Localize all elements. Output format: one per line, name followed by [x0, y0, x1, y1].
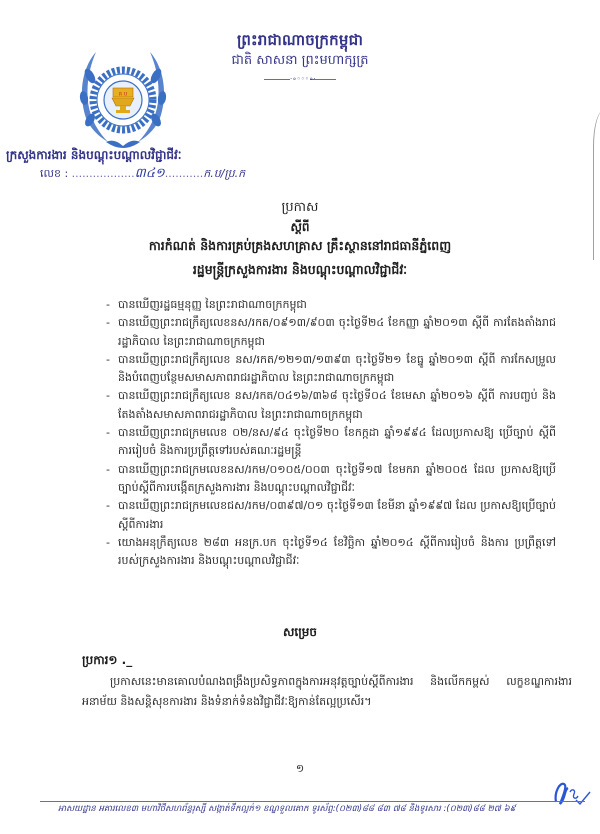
article-1-body: ប្រកាសនេះមានគោលបំណងពង្រឹងប្រសិទ្ធភាពក្នុងការអនុវត្តច្បាប់ស្តីពីការងារ និងលើកកម្ពស់ លក្ខខណ្ឌការងារ អនាម័យ និងសន្តិសុខការងារ និងទំនាក់ទំនងវិជ្ជាជីវៈឱ្យកាន់តែល្អប្រសើរ។: [82, 675, 572, 708]
ornament-divider: [264, 76, 336, 82]
document-titles: [60, 198, 540, 280]
document-subject: ការកំណត់ និងការគ្រប់គ្រងសហគ្រាស គ្រឹះស្ថាននៅរាជធានីភ្នំពេញ: [148, 238, 452, 253]
reference-number: [40, 165, 245, 184]
kingdom-header: [190, 30, 410, 82]
document-type: ប្រកាស: [281, 200, 319, 215]
preamble-item: - បានឃើញព្រះរាជក្រឹត្យលេខ នស/រកត/១២១៣/១៣៩៣ ចុះថ្ងៃទី២១ ខែធ្នូ ឆ្នាំ២០១៣ ស្តីពី ការកែសម្រួល និងបំពេញបន្ថែមសមាសភាពរាជរដ្ឋាភិបាល នៃព្រះរាជាណាចក្រកម្ពុជា: [106, 351, 556, 388]
national-motto: ជាតិ សាសនា ព្រះមហាក្សត្រ: [231, 53, 369, 68]
reference-suffix: ក.ប/ប្រ.ក: [203, 167, 246, 180]
reference-handwritten-number: ៣៤១: [134, 166, 165, 181]
preamble-item: - យោងអនុក្រឹត្យលេខ ២៨៣ អនក្រ.បក ចុះថ្ងៃទី១៤ ខែវិច្ឆិកា ឆ្នាំ២០១៤ ស្តីពីការរៀបចំ និងការ ប្រព្រឹត្តទៅរបស់ក្រសួងការងារ និងបណ្តុះបណ្តាលវិជ្ជាជីវៈ: [106, 534, 556, 571]
reference-dots: ...........: [164, 167, 204, 180]
preamble-list: [106, 296, 556, 570]
preamble-item: - បានឃើញរដ្ឋធម្មនុញ្ញ នៃព្រះរាជាណាចក្រកម្ពុជា: [106, 296, 556, 314]
ministry-name: ក្រសួងការងារ និងបណ្តុះបណ្តាលវិជ្ជាជីវៈ: [6, 148, 182, 162]
ministry-emblem-icon: [76, 46, 170, 154]
preamble-item: - បានឃើញព្រះរាជក្រឹត្យលេខ នស/រកត/០៤១៦/៣៦៨ ចុះថ្ងៃទី០៤ ខែមេសា ឆ្នាំ២០១៦ ស្តីពី ការបញ្ចប់ និងតែងតាំងសមាសភាពរាជរដ្ឋាភិបាល នៃព្រះរាជាណាចក្រកម្ពុជា: [106, 387, 556, 424]
footer-divider: [40, 801, 585, 802]
preamble-item: - បានឃើញព្រះរាជក្រឹត្យលេខនស/រកត/០៩១៣/៩០៣ ចុះថ្ងៃទី២៤ ខែកញ្ញា ឆ្នាំ២០១៣ ស្តីពី ការតែងតាំងរាជរដ្ឋាភិបាល នៃព្រះរាជាណាចក្រកម្ពុជា: [106, 314, 556, 351]
reference-label: លេខ :: [40, 167, 69, 180]
ornament-glyph: ·∘◦◦◦∘·: [290, 75, 316, 83]
page-edge-line: [593, 110, 600, 260]
reference-dots: ..................: [71, 167, 135, 180]
article-1-heading: ប្រការ១ ._: [82, 653, 133, 667]
kingdom-name: ព្រះរាជាណាចក្រកម្ពុជា: [236, 31, 364, 49]
preamble-item: - បានឃើញព្រះរាជក្រមលេខជស/រកម/០៣៩៧/០១ ចុះថ្ងៃទី១៣ ខែមីនា ឆ្នាំ១៩៩៧ ដែល ប្រកាសឱ្យប្រើច្បាប់ស្តីពីការងារ: [106, 497, 556, 534]
preamble-item: - បានឃើញព្រះរាជក្រមលេខនស/រកម/០១០៥/០០៣ ចុះថ្ងៃទី១៧ ខែមករា ឆ្នាំ២០០៥ ដែល ប្រកាសឱ្យប្រើច្បាប់ស្តីពីការបង្កើតក្រសួងការងារ និងបណ្តុះបណ្តាលវិជ្ជាជីវៈ: [106, 461, 556, 498]
svg-text:គ ប: គ ប: [118, 91, 128, 98]
decision-heading: សម្រេច: [282, 625, 318, 639]
document-about: ស្តីពី: [290, 220, 310, 234]
page-number: ១: [295, 762, 305, 775]
footer-address: អាសយដ្ឋាន អគារលេខ៣ មហាវិថីសហព័ន្ធរុស្សី សង្កាត់ទឹកល្អក់១ ខណ្ឌទួលគោក ទូរស័ព្ទ:(០២៣)៨៨ ៨៣ ៧៨ និងទូរសារ :(០២៣)៨៨ ២៧ ៦៩: [58, 804, 516, 814]
document-issuer: រដ្ឋមន្ត្រីក្រសួងការងារ និងបណ្តុះបណ្តាលវិជ្ជាជីវៈ: [192, 262, 408, 277]
preamble-item: - បានឃើញព្រះរាជក្រមលេខ ០២/នស/៩៤ ចុះថ្ងៃទី២០ ខែកក្កដា ឆ្នាំ១៩៩៤ ដែលប្រកាសឱ្យ ប្រើច្បាប់ ស្តីពីការរៀបចំ និងការប្រព្រឹត្តទៅរបស់គណៈរដ្ឋមន្ត្រី: [106, 424, 556, 461]
